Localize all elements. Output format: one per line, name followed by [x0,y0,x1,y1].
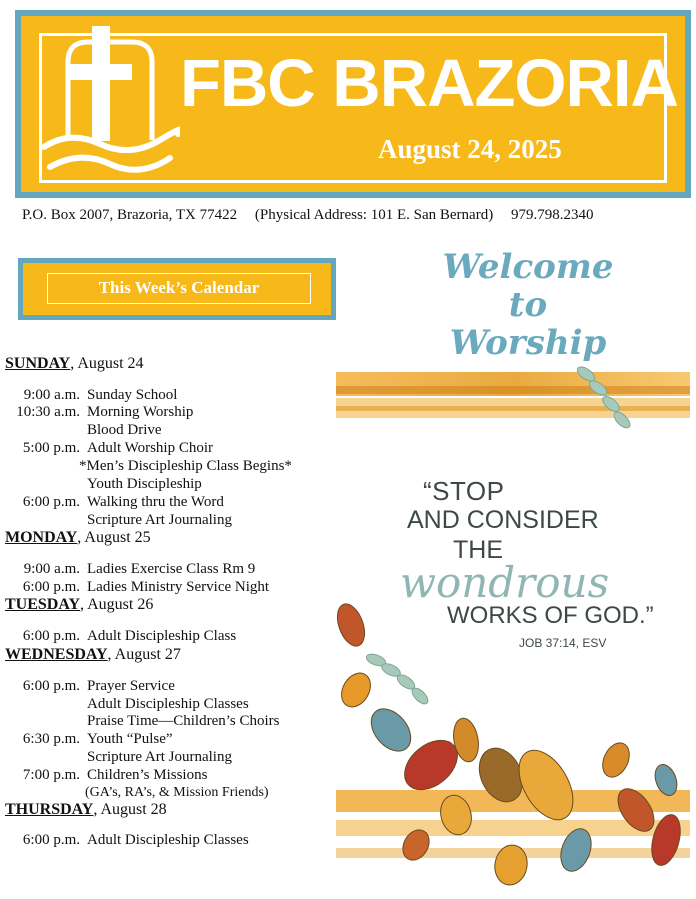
calendar-title: This Week’s Calendar [47,273,311,304]
quote-line-1: “STOP [423,476,505,506]
welcome-title [418,248,638,362]
quote-line-2: AND CONSIDER [407,506,599,534]
day-date: , August 25 [77,529,151,546]
event-name: Blood Drive [87,422,162,438]
event-time: 7:00 p.m. [22,767,80,783]
event-name: Scripture Art Journaling [87,749,232,765]
day-name: MONDAY [5,529,78,546]
church-cross-logo-icon [40,22,180,180]
event-name: Adult Discipleship Class [87,628,237,644]
event-name: Adult Discipleship Classes [87,696,249,712]
day-date: , August 28 [93,801,167,818]
day-name: TUESDAY [5,596,80,613]
event-name: *Men’s Discipleship Class Begins* [79,458,292,474]
day-heading-tuesday [5,596,153,614]
event-time: 9:00 a.m. [23,387,80,403]
day-name: THURSDAY [5,801,94,818]
event-name: Adult Discipleship Classes [87,832,249,848]
day-heading-thursday [5,801,167,819]
day-date: , August 26 [80,596,154,613]
event-time: 6:00 p.m. [22,832,80,848]
event-name: Prayer Service [87,678,175,694]
event-name: (GA’s, RA’s, & Mission Friends) [85,785,269,800]
quote-line-3: THE [453,536,503,564]
event-name: Children’s Missions [87,767,208,783]
day-date: , August 27 [107,646,181,663]
physical-address: (Physical Address: 101 E. San Bernard) [254,207,494,223]
event-name: Praise Time—Children’s Choirs [87,713,280,729]
event-name: Ladies Exercise Class Rm 9 [87,561,256,577]
event-name: Adult Worship Choir [87,440,214,456]
welcome-line-2: Worship [449,323,607,363]
event-time: 6:00 p.m. [22,494,80,510]
day-name: WEDNESDAY [5,646,108,663]
day-heading-wednesday [5,646,181,664]
event-time: 9:00 a.m. [23,561,80,577]
event-time: 6:00 p.m. [22,628,80,644]
watercolor-band-art [336,356,690,438]
event-time: 10:30 a.m. [16,404,80,420]
event-name: Morning Worship [87,404,194,420]
quote-line-4: wondrous [400,558,610,607]
po-box: P.O. Box 2007, Brazoria, TX 77422 [22,207,238,223]
calendar-header [18,258,336,320]
quote-line-5: WORKS OF GOD.” [447,602,654,629]
event-name: Sunday School [87,387,178,403]
church-name: FBC BRAZORIA [180,46,678,121]
quote-reference: JOB 37:14, ESV [519,636,607,650]
event-time: 6:00 p.m. [22,579,80,595]
autumn-leaves-art [336,600,690,892]
welcome-line-1: Welcome to [442,247,614,325]
event-name: Ladies Ministry Service Night [87,579,270,595]
event-name: Scripture Art Journaling [87,512,232,528]
event-name: Youth “Pulse” [87,731,173,747]
day-name: SUNDAY [5,355,71,372]
phone-number: 979.798.2340 [510,207,594,223]
day-heading-sunday [5,355,144,373]
event-time: 6:30 p.m. [22,731,80,747]
event-name: Walking thru the Word [87,494,224,510]
event-time: 6:00 p.m. [22,678,80,694]
event-name: Youth Discipleship [87,476,202,492]
bulletin-date: August 24, 2025 [378,134,562,164]
day-date: , August 24 [70,355,144,372]
event-time: 5:00 p.m. [22,440,80,456]
day-heading-monday [5,529,151,547]
address-line [22,207,607,224]
